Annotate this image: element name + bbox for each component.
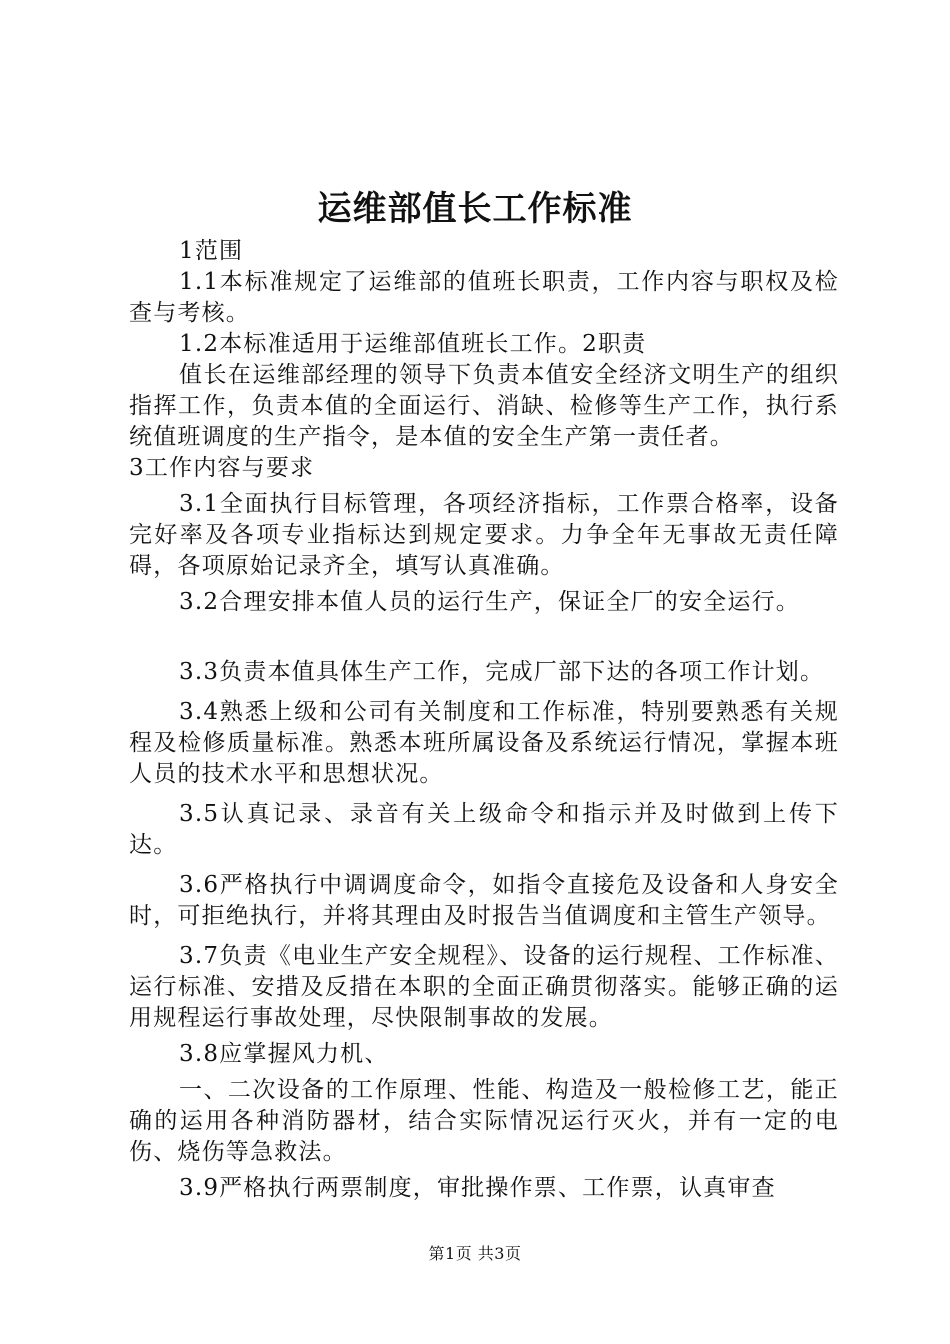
paragraph-3-5: 3.5认真记录、录音有关上级命令和指示并及时做到上传下达。 (129, 801, 839, 858)
paragraph-3-2: 3.2合理安排本值人员的运行生产，保证全厂的安全运行。 (179, 589, 800, 615)
paragraph-3-6: 3.6严格执行中调调度命令，如指令直接危及设备和人身安全时，可拒绝执行，并将其理由及时报告当值调度和主管生产领导。 (129, 872, 839, 929)
paragraph-section-3-heading: 3工作内容与要求 (129, 455, 315, 481)
paragraph-3-8: 3.8应掌握风力机、 (179, 1041, 389, 1067)
paragraph-3-3: 3.3负责本值具体生产工作，完成厂部下达的各项工作计划。 (179, 659, 825, 685)
paragraph-3-9: 3.9严格执行两票制度，审批操作票、工作票，认真审查 (179, 1175, 776, 1201)
paragraph-3-4: 3.4熟悉上级和公司有关制度和工作标准，特别要熟悉有关规程及检修质量标准。熟悉本班所属设备及系统运行情况，掌握本班人员的技术水平和思想状况。 (129, 699, 839, 787)
blank-line (129, 618, 839, 648)
document-title: 运维部值长工作标准 (317, 189, 633, 229)
paragraph-3-7: 3.7负责《电业生产安全规程》、设备的运行规程、工作标准、运行标准、安措及反措在本职的全面正确贯彻落实。能够正确的运用规程运行事故处理，尽快限制事故的发展。 (129, 943, 839, 1031)
paragraph-duty: 值长在运维部经理的领导下负责本值安全经济文明生产的组织指挥工作，负责本值的全面运行、消缺、检修等生产工作，执行系统值班调度的生产指令，是本值的安全生产第一责任者。 (129, 362, 839, 450)
paragraph-3-1: 3.1全面执行目标管理，各项经济指标，工作票合格率，设备完好率及各项专业指标达到规定要求。力争全年无事故无责任障碍，各项原始记录齐全，填写认真准确。 (129, 491, 839, 579)
document-body (129, 236, 839, 1204)
paragraph-scope-heading: 1范围 (179, 238, 244, 264)
paragraph-1-2: 1.2本标准适用于运维部值班长工作。2职责 (179, 331, 647, 357)
paragraph-3-8-continued: 一、二次设备的工作原理、性能、构造及一般检修工艺，能正确的运用各种消防器材，结合实际情况运行灭火，并有一定的电伤、烧伤等急救法。 (129, 1077, 839, 1165)
page-number-footer: 第1页 共3页 (428, 1244, 522, 1263)
paragraph-1-1: 1.1本标准规定了运维部的值班长职责，工作内容与职权及检查与考核。 (129, 269, 839, 326)
